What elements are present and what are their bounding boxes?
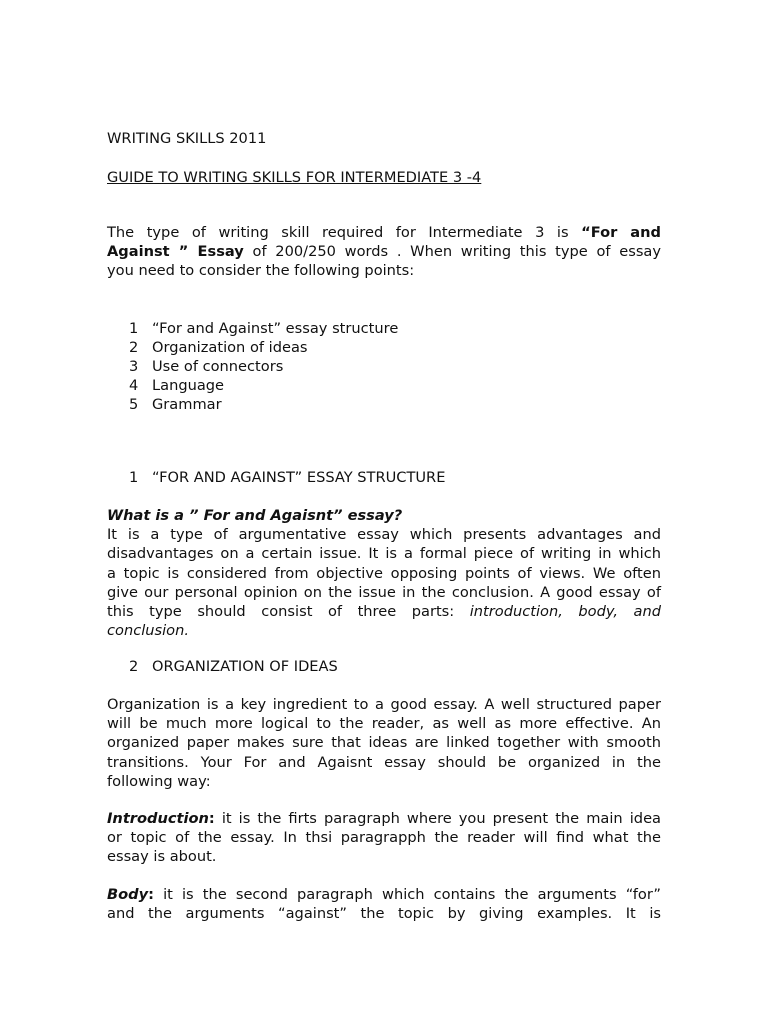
list-item-number: 4 <box>129 377 139 394</box>
section1-line: disadvantages on a certain issue. It is a formal piece of writing in which <box>107 545 661 563</box>
section2-line: will be much more logical to the reader, as well as more effective. An <box>107 715 661 733</box>
section2-body <box>107 695 661 791</box>
introduction-text: it is the firts paragraph where you present the main idea <box>214 810 661 827</box>
intro-line-2 <box>107 242 661 261</box>
list-item-label: Language <box>152 377 225 394</box>
doc-subtitle: GUIDE TO WRITING SKILLS FOR INTERMEDIATE 3 -4 <box>107 169 482 186</box>
list-item-label: “For and Against” essay structure <box>152 320 399 337</box>
body-line-2: and the arguments “against” the topic by giving examples. It is <box>107 905 661 923</box>
section2-heading-text: ORGANIZATION OF IDEAS <box>152 658 338 675</box>
doc-title: WRITING SKILLS 2011 <box>107 130 267 147</box>
section1-heading-number: 1 <box>129 469 139 486</box>
section1-question: What is a ” For and Agaisnt” essay? <box>107 507 403 524</box>
body-colon: : <box>148 886 154 903</box>
section1-line: It is a type of argumentative essay which presents advantages and <box>107 526 661 544</box>
section2-final: following way: <box>107 772 211 790</box>
intro-paragraph <box>107 223 661 281</box>
section1-line: give our personal opinion on the issue in the conclusion. A good essay of <box>107 583 661 601</box>
section2-line: organized paper makes sure that ideas are linked together with smooth <box>107 734 661 752</box>
body-paragraph <box>107 885 661 923</box>
section1-line: a topic is considered from objective opposing points of views. We often <box>107 564 661 582</box>
section2-heading-number: 2 <box>129 658 139 675</box>
list-item-number: 3 <box>129 358 139 375</box>
section2-heading <box>129 657 661 676</box>
list-item-label: Organization of ideas <box>152 339 308 356</box>
section2-line: Organization is a key ingredient to a good essay. A well structured paper <box>107 696 661 713</box>
list-item-label: Grammar <box>152 396 222 413</box>
list-item <box>129 338 398 357</box>
list-item-number: 1 <box>129 320 139 337</box>
section1-italic: introduction, body, and <box>469 603 661 621</box>
section2-line: transitions. Your For and Agaisnt essay should be organized in the <box>107 753 661 771</box>
intro-bold-term: “For and <box>581 224 661 241</box>
list-item <box>129 357 398 376</box>
introduction-colon: : <box>208 810 215 827</box>
list-item <box>129 395 398 414</box>
section1-line <box>107 602 661 621</box>
intro-text: The type of writing skill required for Intermediate 3 is <box>107 224 582 241</box>
body-text: it is the second paragraph which contains the arguments “for” <box>153 886 661 903</box>
list-item <box>129 376 398 395</box>
section1-heading-text: “FOR AND AGAINST” ESSAY STRUCTURE <box>152 469 446 486</box>
intro-text-2: of 200/250 words . When writing this type of essay <box>243 243 661 261</box>
introduction-paragraph <box>107 809 661 867</box>
introduction-line-2: or topic of the essay. In thsi paragrapph the reader will find what the <box>107 829 661 847</box>
section1-text: this type should consist of three parts: <box>107 603 470 621</box>
section1-body <box>107 506 661 640</box>
list-item-number: 5 <box>129 396 139 413</box>
intro-bold-term-2: Against ” Essay <box>107 243 244 261</box>
body-term: Body <box>107 886 149 903</box>
points-list <box>129 319 398 414</box>
introduction-line-3: essay is about. <box>107 848 217 866</box>
introduction-term: Introduction <box>107 810 209 827</box>
section1-final: conclusion. <box>107 622 190 640</box>
body-line-1 <box>107 885 661 904</box>
intro-line-3: you need to consider the following points: <box>107 262 415 280</box>
list-item-label: Use of connectors <box>152 358 284 375</box>
section1-heading <box>129 468 661 487</box>
intro-line-1 <box>107 223 661 242</box>
list-item-number: 2 <box>129 339 139 356</box>
introduction-line-1 <box>107 809 661 828</box>
list-item <box>129 319 398 338</box>
